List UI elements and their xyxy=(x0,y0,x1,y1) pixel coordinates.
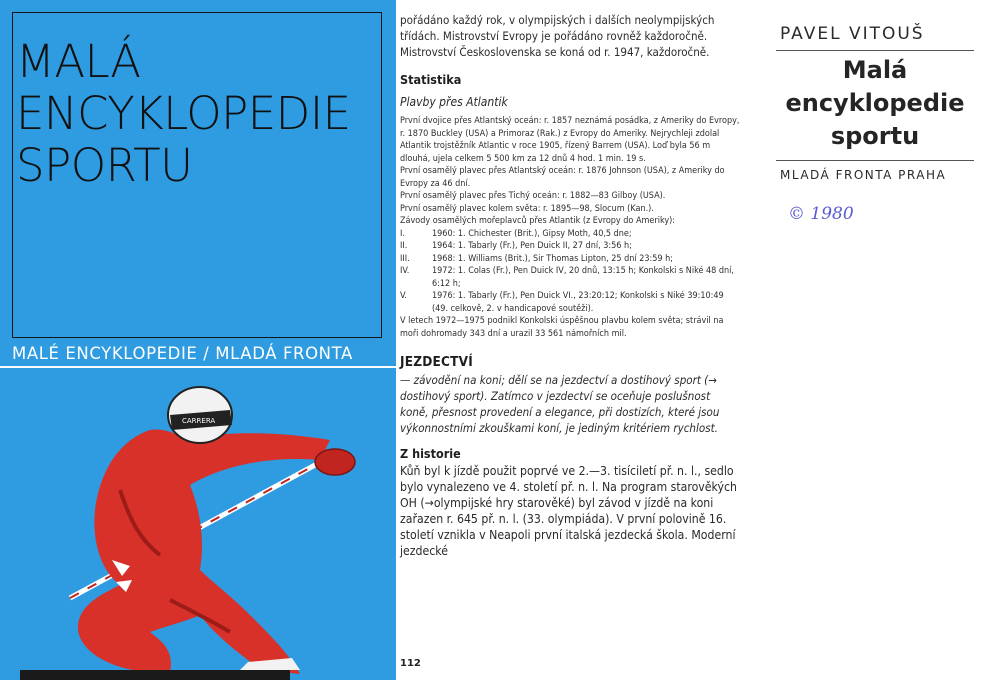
ski xyxy=(20,670,290,680)
title-rule-bottom xyxy=(776,160,974,161)
title-rule-top xyxy=(776,50,974,51)
race-row xyxy=(400,240,740,253)
race-row xyxy=(400,290,740,315)
cover-title-line: SPORTU xyxy=(16,139,193,192)
race-text: 1968: 1. Williams (Brit.), Sir Thomas Lipton, 25 dní 23:59 h; xyxy=(432,253,673,264)
page-number: 112 xyxy=(400,658,421,669)
stats-item: První osamělý plavec přes Tichý oceán: r. 1882—83 Gilboy (USA). xyxy=(400,191,666,201)
cover-divider xyxy=(0,366,396,368)
stats-item: První osamělý plavec kolem světa: r. 1895—98, Slocum (Kan.). xyxy=(400,203,654,214)
page-column xyxy=(400,12,740,559)
race-number: III. xyxy=(400,253,410,264)
stats-item: První osamělý plavec přes Atlantský oceán: r. 1876 Johnson (USA), z Ameriky do Evropy za 46 dní. xyxy=(400,166,725,189)
helmet-text: CARRERA xyxy=(182,417,216,425)
cover-title-line: ENCYKLOPEDIE xyxy=(16,87,351,140)
book-title xyxy=(776,54,974,153)
race-number: V. xyxy=(400,291,407,301)
race-row xyxy=(400,253,740,266)
publisher-name: MLADÁ FRONTA PRAHA xyxy=(780,168,947,182)
skier-glove xyxy=(315,449,355,475)
handwritten-note xyxy=(786,199,896,229)
cover-title xyxy=(16,36,351,192)
stats-item: První dvojice přes Atlantský oceán: r. 1857 neznámá posádka, z Ameriky do Evropy, r. 1870 Buckley (USA) a Primoraz (Rak.) z Evropy do Ameriky. Nejrychleji zdolal Atlantik trojstěžník Atlantic v roce 1905, řízený Barrem (USA). Loď byla 56 m dlouhá, ujela celkem 5 500 km za 12 dnů 4 hod. 1 min. 19 s. xyxy=(400,116,740,164)
cover-title-line: MALÁ xyxy=(16,35,141,88)
stats-footer: V letech 1972—1975 podnikl Konkolski úspěšnou plavbu kolem světa; strávil na moři dohromady 343 dní a urazil 33 561 námořních mil. xyxy=(400,316,724,339)
author-name: PAVEL VITOUŠ xyxy=(780,24,925,44)
race-number: I. xyxy=(400,228,405,239)
race-text: 1960: 1. Chichester (Brit.), Gipsy Moth, 40,5 dne; xyxy=(432,228,632,239)
race-number: IV. xyxy=(400,266,410,276)
book-title-line: Malá xyxy=(842,56,908,84)
entry-heading: JEZDECTVÍ xyxy=(400,354,473,370)
history-paragraph: Kůň byl k jízdě použit poprvé ve 2.—3. tisíciletí př. n. l., sedlo bylo vynalezeno ve 4. století př. n. l. Na program starověkých OH (→olympijské hry starověké) byl závod v jízdě na koni zařazen r. 645 př. n. l. (33. olympiáda). V první polovině 16. století vznikla v Neapoli první italská jezdecká škola. Moderní jezdecké xyxy=(400,464,737,558)
encyclopedia-page xyxy=(396,0,750,680)
title-page xyxy=(750,0,984,680)
race-text: 1976: 1. Tabarly (Fr.), Pen Duick VI., 23:20:12; Konkolski s Niké 39:10:49 (49. celkově, 2. v handicapové soutěži). xyxy=(432,291,724,314)
race-row xyxy=(400,228,740,241)
history-heading: Z historie xyxy=(400,446,461,461)
intro-paragraph-2: Mistrovství Československa se koná od r. 1947, každoročně. xyxy=(400,45,710,59)
book-title-line: sportu xyxy=(830,122,920,150)
handwritten-text: © 1980 xyxy=(788,204,854,224)
race-text: 1964: 1. Tabarly (Fr.), Pen Duick II, 27 dní, 3:56 h; xyxy=(432,241,632,251)
cover-series-label: MALÉ ENCYKLOPEDIE / MLADÁ FRONTA xyxy=(12,344,353,363)
race-row xyxy=(400,265,740,290)
race-number: II. xyxy=(400,241,408,251)
intro-paragraph: pořádáno každý rok, v olympijských i dalších neolympijských třídách. Mistrovství Evropy je pořádáno rovněž každoročně. xyxy=(400,13,715,43)
entry-definition: — závodění na koni; dělí se na jezdectví a dostihový sport (→ dostihový sport). Zatímco v jezdectví se oceňuje poslušnost koně, přesnost provedení a elegance, při dostizích, které jsou výkonnostními zkouškami koní, je jediným kritériem rychlost. xyxy=(400,373,720,435)
skier-body xyxy=(78,429,330,674)
book-title-line: encyklopedie xyxy=(785,89,965,117)
book-cover xyxy=(0,0,396,680)
stats-heading: Statistika xyxy=(400,72,462,87)
stats-item: Závody osamělých mořeplavců přes Atlantik (z Evropy do Ameriky): xyxy=(400,216,675,226)
race-text: 1972: 1. Colas (Fr.), Pen Duick IV, 20 dnů, 13:15 h; Konkolski s Niké 48 dní, 6:12 h; xyxy=(432,266,734,289)
skier-illustration xyxy=(0,370,396,680)
stats-subheading: Plavby přes Atlantik xyxy=(400,95,508,109)
